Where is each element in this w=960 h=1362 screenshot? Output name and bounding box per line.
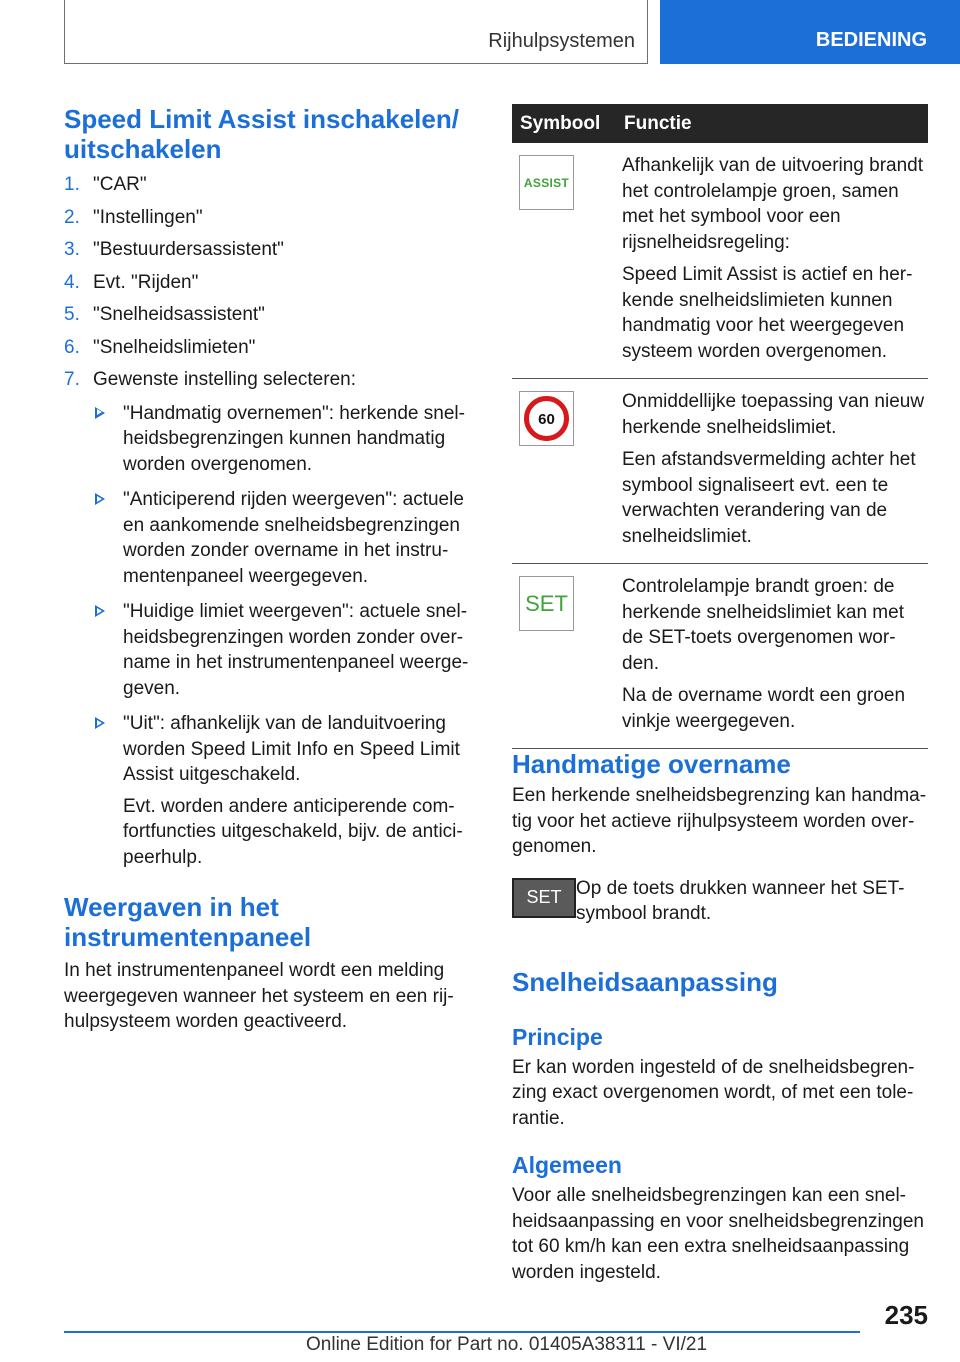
step-number: 2. (64, 206, 80, 228)
header-box (64, 0, 648, 64)
function-cell (622, 574, 928, 734)
function-text: Onmiddellijke toepassing van nieuw herkende snelheidslimiet. (622, 391, 925, 438)
step-text: Gewenste instelling selecteren: (93, 369, 356, 390)
subheading-general: Algemeen (512, 1152, 622, 1178)
bullet-triangle-icon (95, 493, 105, 505)
left-column (64, 104, 476, 1035)
step-number: 6. (64, 336, 80, 358)
step-item (64, 367, 476, 870)
manual-takeover-paragraph: Een herkende snelheidsbegrenzing kan handma-tig voor het actieve rijhulpsysteem worden over-genomen. (512, 785, 927, 857)
function-text: Controlelampje brandt groen: de herkende snelheidslimiet kan met de SET-toets overgenomen wor-den. (622, 576, 904, 674)
option-text: "Huidige limiet weergeven": actuele snel-heidsbegrenzingen worden zonder over-name in het instrumentenpaneel weerge-geven. (123, 601, 469, 699)
step-text: "CAR" (93, 174, 147, 195)
option-item (93, 599, 476, 701)
step-number: 1. (64, 174, 80, 195)
step-item (64, 302, 476, 328)
column-header-symbol: Symbool (520, 112, 601, 134)
option-item (93, 401, 476, 478)
step-item (64, 205, 476, 231)
function-cell (622, 389, 928, 549)
step-number: 4. (64, 271, 80, 293)
set-button-row (512, 876, 928, 927)
set-button-icon: SET (512, 878, 576, 918)
option-text: "Anticiperend rijden weergeven": actuele en aankomende snelheidsbegrenzingen worden zonder overname in het instru-mentenpaneel weergegeven. (123, 489, 464, 587)
bullet-triangle-icon (95, 407, 105, 419)
column-header-function: Functie (624, 112, 692, 134)
function-cell (622, 153, 928, 364)
function-text: Na de overname wordt een groen vinkje weergegeven. (622, 685, 906, 732)
symbol-cell (512, 389, 622, 549)
step-text: Evt. "Rijden" (93, 271, 199, 293)
option-item (93, 711, 476, 870)
speed-limit-value: 60 (538, 411, 555, 428)
step-text: "Snelheidsassistent" (93, 304, 265, 325)
set-button-text: Op de toets drukken wanneer het SET-symbool brandt. (576, 877, 905, 924)
speed-limit-sign-icon (519, 391, 574, 446)
function-text: Een afstandsvermelding achter het symbool signaliseert evt. een te verwachten verandering van de snelheidslimiet. (622, 449, 916, 547)
option-item (93, 487, 476, 589)
symbol-cell (512, 153, 622, 364)
option-text: "Uit": afhankelijk van de landuitvoering worden Speed Limit Info en Speed Limit Assist uitgeschakeld. (123, 713, 460, 785)
heading-speed-limit-assist: Speed Limit Assist inschakelen/ uitschakelen (64, 104, 459, 164)
table-header (512, 104, 928, 143)
step-number: 7. (64, 369, 80, 390)
right-column (512, 104, 928, 1285)
table-row (512, 143, 928, 379)
table-row (512, 379, 928, 564)
option-text: "Handmatig overnemen": herkende snel-heidsbegrenzingen kunnen handmatig worden overgenomen. (123, 402, 465, 475)
options-list (93, 401, 476, 871)
general-paragraph: Voor alle snelheidsbegrenzingen kan een snel-heidsaanpassing en voor snelheidsbegrenzingen tot 60 km/h kan een extra snelheidsaanpassing worden ingesteld. (512, 1185, 924, 1283)
footer-divider (64, 1331, 860, 1333)
symbol-cell (512, 574, 622, 734)
heading-instrument-panel: Weergaven in het instrumentenpaneel (64, 892, 312, 952)
symbol-table (512, 104, 928, 749)
set-indicator-icon: SET (519, 576, 574, 631)
chapter-tab-label: BEDIENING (815, 29, 927, 51)
steps-list (64, 172, 476, 870)
function-text: Afhankelijk van de uitvoering brandt het controlelampje groen, samen met het symbool voor een rijsnelheidsregeling: (622, 155, 924, 253)
footer-edition: Online Edition for Part no. 01405A38311 - VI/21 (306, 1334, 708, 1355)
step-item (64, 172, 476, 198)
option-extra-text: Evt. worden andere anticiperende com-fortfuncties uitgeschakeld, bijv. de antici-peerhulp. (123, 795, 463, 868)
principle-paragraph: Er kan worden ingesteld of de snelheidsbegren-zing exact overgenomen wordt, of met een tole-rantie. (512, 1056, 915, 1129)
page-number: 235 (884, 1300, 928, 1330)
step-text: "Bestuurdersassistent" (93, 239, 284, 260)
function-text: Speed Limit Assist is actief en her-kende snelheidslimieten kunnen handmatig voor het weergegeven systeem worden overgenomen. (622, 264, 913, 362)
bullet-triangle-icon (95, 717, 105, 729)
assist-indicator-icon: ASSIST (519, 155, 574, 210)
chapter-tab (660, 0, 960, 64)
heading-speed-adjustment: Snelheidsaanpassing (512, 966, 778, 997)
step-item (64, 237, 476, 263)
step-text: "Instellingen" (93, 206, 203, 228)
section-title: Rijhulpsystemen (488, 30, 635, 52)
subheading-principle: Principe (512, 1023, 603, 1050)
step-number: 5. (64, 304, 80, 325)
table-row (512, 564, 928, 749)
step-text: "Snelheidslimieten" (93, 336, 256, 358)
step-number: 3. (64, 239, 80, 260)
heading-manual-takeover: Handmatige overname (512, 749, 791, 779)
step-item (64, 270, 476, 296)
bullet-triangle-icon (95, 605, 105, 617)
instrument-panel-paragraph: In het instrumentenpaneel wordt een melding weergegeven wanneer het systeem en een rij-hulpsysteem worden geactiveerd. (64, 960, 454, 1032)
step-item (64, 335, 476, 361)
